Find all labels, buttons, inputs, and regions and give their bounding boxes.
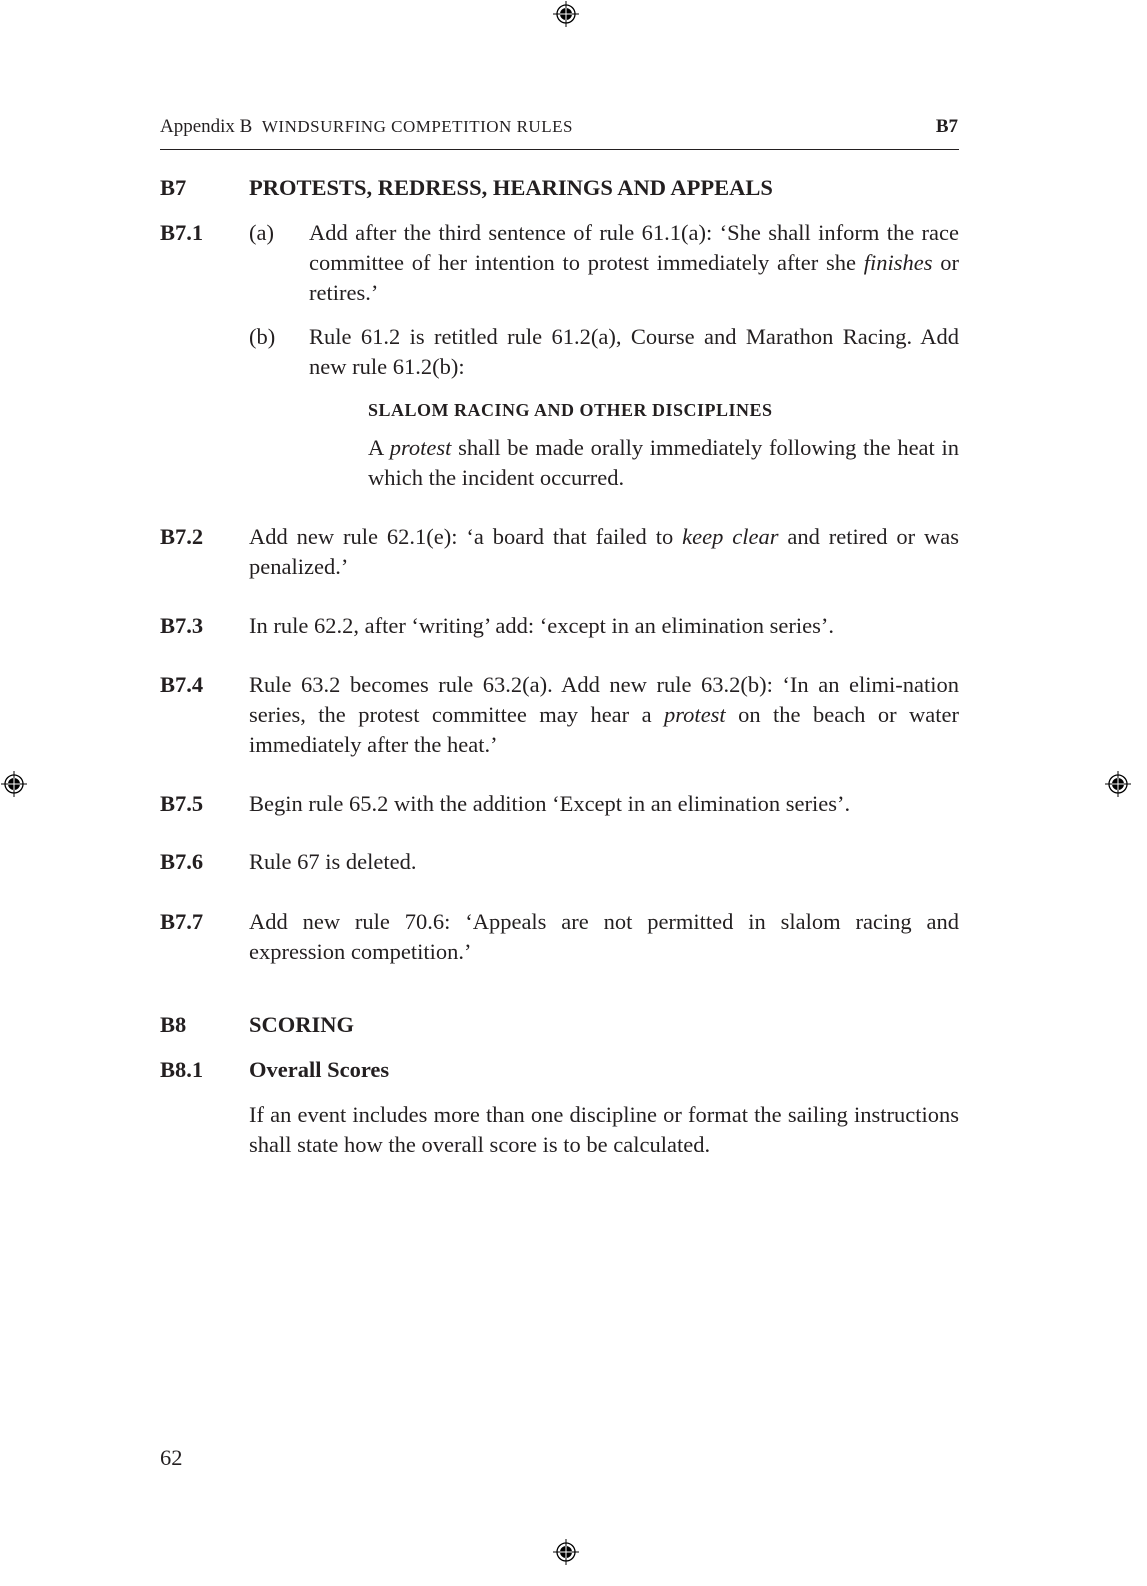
- item-marker: (a): [249, 220, 274, 245]
- header-title: WINDSURFING COMPETITION RULES: [261, 117, 573, 136]
- header-section: B7: [935, 116, 958, 137]
- rule-text: A protest shall be made orally immediately following the heat in which the incident occurred.: [368, 435, 959, 490]
- section-title: PROTESTS, REDRESS, HEARINGS AND APPEALS: [249, 175, 773, 200]
- registration-mark-icon: [1105, 771, 1131, 797]
- registration-mark-icon: [1, 771, 27, 797]
- subsection-heading: SLALOM RACING AND OTHER DISCIPLINES: [368, 400, 773, 420]
- rule-number: B7.1: [160, 220, 204, 245]
- item-marker: (b): [249, 324, 276, 349]
- rule-text: Add new rule 70.6: ‘Appeals are not permitted in slalom racing and expression competition.’: [249, 909, 959, 964]
- rule-text: Rule 63.2 becomes rule 63.2(a). Add new rule 63.2(b): ‘In an elimi-nation series, the protest committee may hear a protest on the beach or water immediately after the heat.’: [249, 672, 959, 757]
- page-number: 62: [160, 1445, 183, 1470]
- rule-number: B7.6: [160, 849, 204, 874]
- rule-number: B7.2: [160, 524, 204, 549]
- registration-mark-icon: [553, 1, 579, 27]
- rule-number: B7.3: [160, 613, 204, 638]
- rule-title: Overall Scores: [249, 1057, 390, 1082]
- running-header: [160, 116, 573, 138]
- rule-text: Add new rule 62.1(e): ‘a board that failed to keep clear and retired or was penalized.’: [249, 524, 959, 579]
- header-rule: [160, 149, 959, 150]
- rule-text: If an event includes more than one discipline or format the sailing instructions shall state how the overall score is to be calculated.: [249, 1102, 959, 1157]
- rule-number: B8.1: [160, 1057, 204, 1082]
- rule-text: Add after the third sentence of rule 61.1(a): ‘She shall inform the race committee of her intention to protest immediately after she finishes or retires.’: [309, 220, 959, 305]
- rule-text: Rule 61.2 is retitled rule 61.2(a), Course and Marathon Racing. Add new rule 61.2(b):: [309, 324, 959, 379]
- header-appendix: Appendix B: [160, 116, 253, 137]
- section-title: SCORING: [249, 1012, 355, 1037]
- registration-mark-icon: [553, 1539, 579, 1565]
- section-number: B7: [160, 175, 187, 200]
- section-number: B8: [160, 1012, 187, 1037]
- rule-number: B7.5: [160, 791, 204, 816]
- rule-text: Rule 67 is deleted.: [249, 849, 417, 874]
- rule-text: Begin rule 65.2 with the addition ‘Except in an elimination series’.: [249, 791, 851, 816]
- rule-text: In rule 62.2, after ‘writing’ add: ‘except in an elimination series’.: [249, 613, 834, 638]
- rule-number: B7.7: [160, 909, 204, 934]
- rule-number: B7.4: [160, 672, 204, 697]
